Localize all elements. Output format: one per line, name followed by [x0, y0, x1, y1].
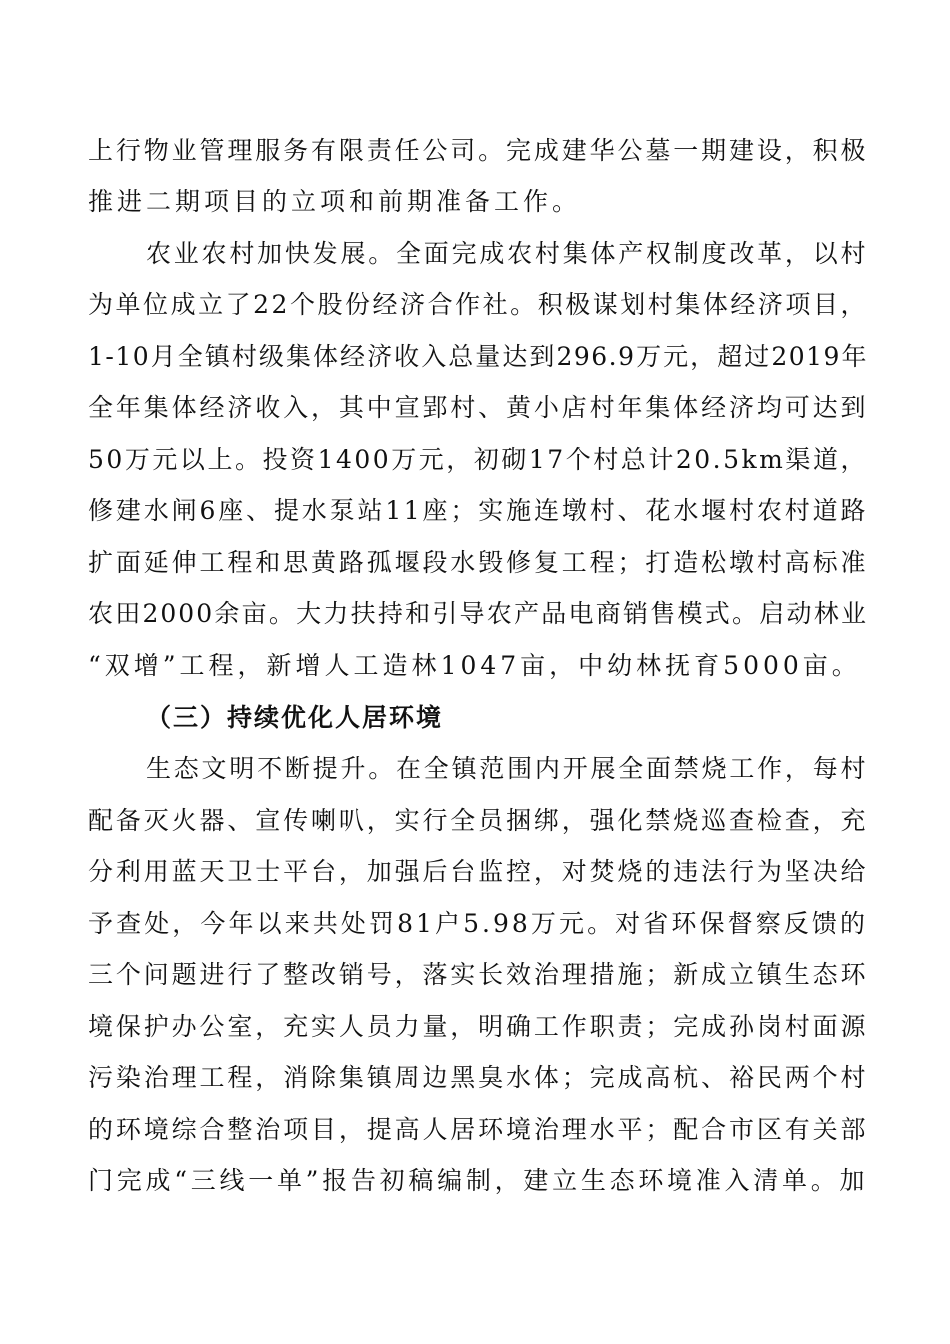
text-line-9: 扩面延伸工程和思黄路孤堰段水毁修复工程；打造松墩村高标准	[88, 548, 868, 577]
text-line-19: 污染治理工程，消除集镇周边黑臭水体；完成高杭、裕民两个村	[88, 1063, 868, 1092]
text-line-10: 农田2000余亩。大力扶持和引导农产品电商销售模式。启动林业	[88, 599, 868, 628]
text-line-15: 分利用蓝天卫士平台，加强后台监控，对焚烧的违法行为坚决给	[88, 857, 868, 886]
text-line-17: 三个问题进行了整改销号，落实长效治理措施；新成立镇生态环	[88, 960, 868, 989]
text-line-8: 修建水闸6座、提水泵站11座；实施连墩村、花水堰村农村道路	[88, 496, 868, 525]
paragraph-start-agriculture: 农业农村加快发展。全面完成农村集体产权制度改革，以村	[146, 239, 868, 268]
text-line-6: 全年集体经济收入，其中宣郢村、黄小店村年集体经济均可达到	[88, 393, 868, 422]
text-line-16: 予查处，今年以来共处罚81户5.98万元。对省环保督察反馈的	[88, 909, 868, 938]
text-line-1: 上行物业管理服务有限责任公司。完成建华公墓一期建设，积极	[88, 136, 868, 165]
text-line-11: “双增”工程，新增人工造林1047亩，中幼林抚育5000亩。	[88, 651, 861, 680]
text-line-21: 门完成“三线一单”报告初稿编制，建立生态环境准入清单。加	[88, 1166, 868, 1195]
text-line-20: 的环境综合整治项目，提高人居环境治理水平；配合市区有关部	[88, 1115, 868, 1144]
text-line-5: 1-10月全镇村级集体经济收入总量达到296.9万元，超过2019年	[88, 342, 868, 371]
text-line-4: 为单位成立了22个股份经济合作社。积极谋划村集体经济项目，	[88, 290, 868, 319]
text-line-7: 50万元以上。投资1400万元，初砌17个村总计20.5km渠道，	[88, 445, 868, 474]
paragraph-start-ecology: 生态文明不断提升。在全镇范围内开展全面禁烧工作，每村	[146, 754, 868, 783]
text-line-2: 推进二期项目的立项和前期准备工作。	[88, 187, 582, 216]
section-heading: （三）持续优化人居环境	[146, 703, 444, 732]
text-line-14: 配备灭火器、宣传喇叭，实行全员捆绑，强化禁烧巡查检查，充	[88, 806, 868, 835]
text-line-18: 境保护办公室，充实人员力量，明确工作职责；完成孙岗村面源	[88, 1012, 868, 1041]
